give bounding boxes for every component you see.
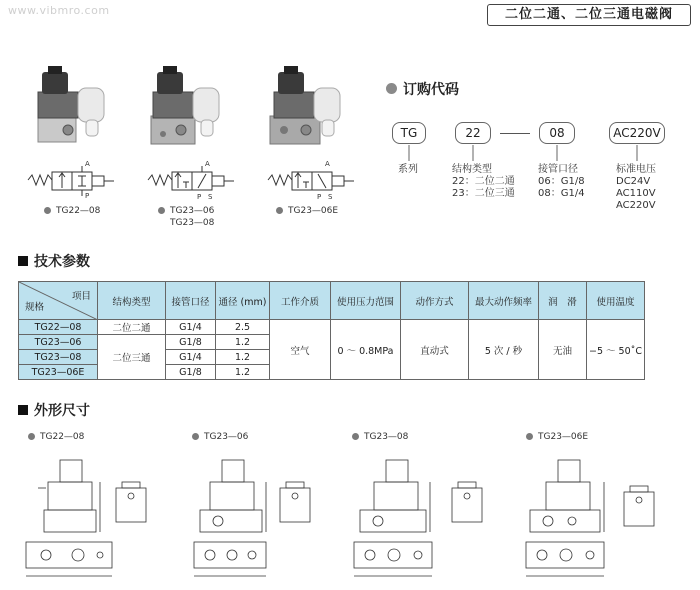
square-bullet-icon [18,405,28,415]
code-box-series: TG [392,122,426,144]
bullet-icon [44,207,51,214]
code-box-structure: 22 [455,122,491,144]
table-row: TG23—06 二位三通 G1/8 1.2 [19,335,645,350]
temperature-cell: −5 ～ 50˚C [587,320,645,380]
header-cell: 使用温度 [587,282,645,320]
valve-image-tg22 [28,64,128,146]
dims-heading: 外形尺寸 [18,400,90,420]
lubrication-cell: 无油 [539,320,587,380]
product-caption-2: TG23—06 [158,206,214,216]
product-caption-1: TG22—08 [44,206,100,216]
valve-symbol-tg22 [26,158,126,198]
dim-title-4: TG23—06E [526,432,588,442]
valve-symbol-tg23 [146,158,246,200]
page-title: 二位二通、二位三通电磁阀 [487,4,691,26]
bullet-icon [192,433,199,440]
square-bullet-icon [18,256,28,266]
port-label-p: P [317,193,322,200]
header-cell: 最大动作频率 [469,282,539,320]
tech-heading: 技术参数 [18,251,90,271]
dim-drawing-tg23 [180,452,330,584]
port-label-s: S [328,193,333,200]
code-box-voltage: AC220V [609,122,665,144]
label-structure: 结构类型 22：二位二通 23：二位三通 [452,164,515,199]
port-label-a: A [325,160,330,168]
dim-drawing-tg23e [516,452,666,584]
pressure-cell: 0 ～ 0.8MPa [331,320,401,380]
table-row: TG23—08 G1/4 1.2 [19,350,645,365]
port-label-a: A [85,160,90,168]
action-cell: 直动式 [401,320,469,380]
header-cell: 通径 (mm) [216,282,270,320]
code-box-port: 08 [539,122,575,144]
header-cell: 接管口径 [166,282,216,320]
medium-cell: 空气 [270,320,331,380]
bullet-icon [352,433,359,440]
dim-title-3: TG23—08 [352,432,408,442]
label-series: 系列 [398,164,418,175]
spec-table [18,281,645,380]
port-label-p: P [85,192,90,198]
frequency-cell: 5 次 / 秒 [469,320,539,380]
ordering-heading: 订购代码 [386,79,459,99]
bullet-icon [28,433,35,440]
dim-title-1: TG22—08 [28,432,84,442]
header-cell: 工作介质 [270,282,331,320]
header-cell: 使用压力范围 [331,282,401,320]
port-label-s: S [208,193,213,200]
product-caption-2b: TG23—08 [170,218,215,228]
label-port: 接管口径 06：G1/8 08：G1/4 [538,164,585,199]
valve-image-tg23 [143,64,243,146]
product-caption-3: TG23—06E [276,206,338,216]
watermark: www.vibmro.com [8,4,110,17]
bullet-icon [158,207,165,214]
bullet-icon [386,83,397,94]
table-header-row [19,282,645,320]
corner-cell: 项目 规格 [19,282,98,320]
dim-title-2: TG23—06 [192,432,248,442]
bullet-icon [276,207,283,214]
label-voltage: 标准电压 DC24V AC110V AC220V [616,164,656,211]
header-cell: 结构类型 [98,282,166,320]
code-connectors [390,143,680,165]
table-row: TG23—06E G1/8 1.2 [19,365,645,380]
bullet-icon [526,433,533,440]
valve-symbol-tg23e [266,158,366,200]
dim-drawing-tg22 [18,452,168,584]
dim-drawing-tg23-08 [344,452,494,584]
table-row: TG22—08 二位二通 G1/4 2.5 空气 0 ～ 0.8MPa 直动式 5 次 / 秒 无油 −5 ～ 50˚C [19,320,645,335]
code-dash [500,133,530,134]
port-label-p: P [197,193,202,200]
port-label-a: A [205,160,210,168]
valve-image-tg23e [262,64,362,146]
header-cell: 动作方式 [401,282,469,320]
header-cell: 润 滑 [539,282,587,320]
